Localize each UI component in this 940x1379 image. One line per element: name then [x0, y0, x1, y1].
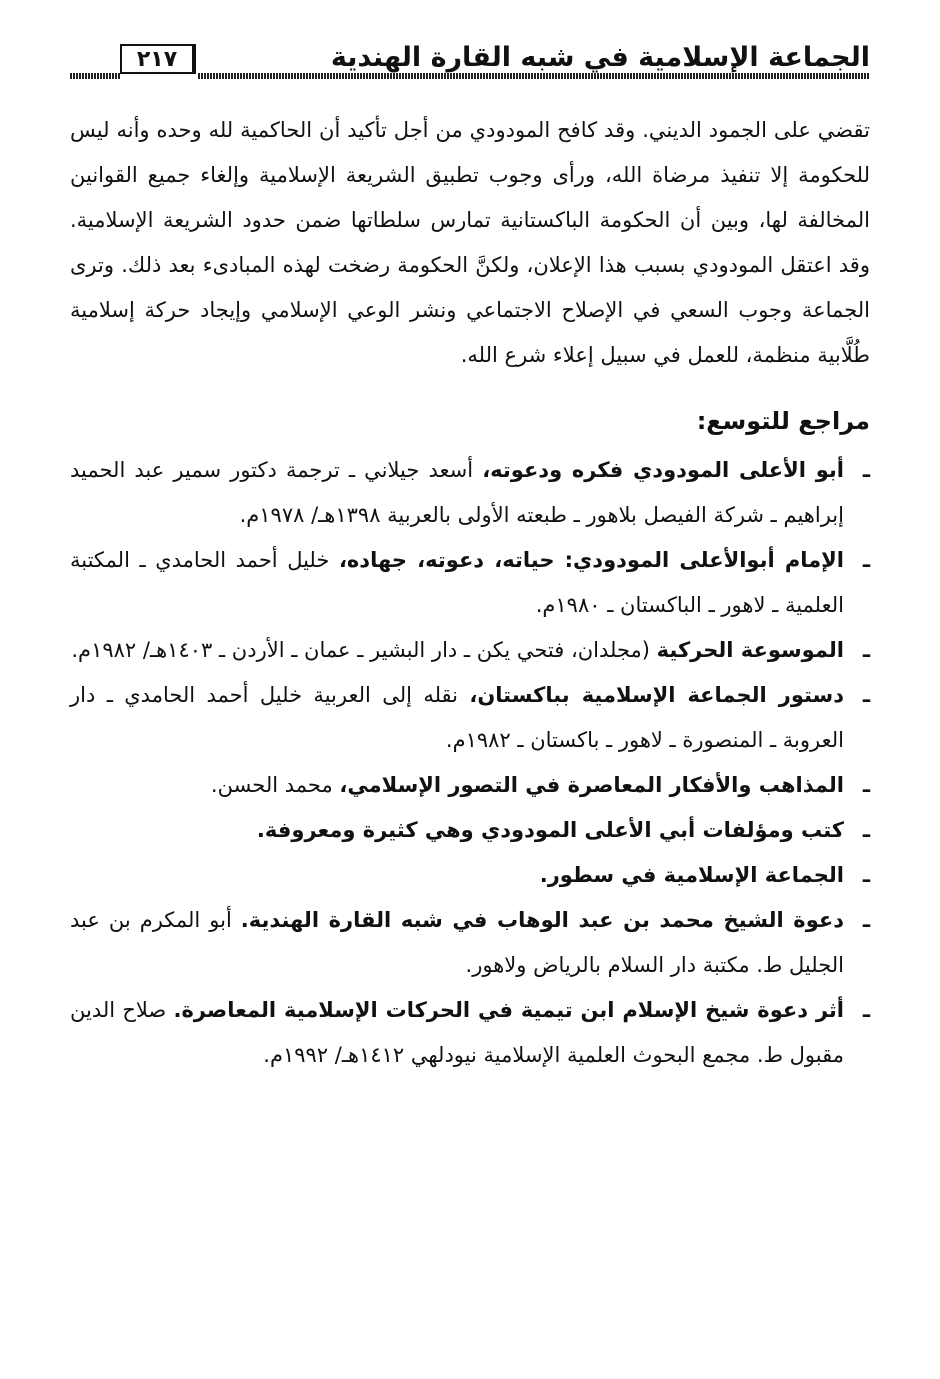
reference-bullet: ـ [862, 458, 870, 482]
reference-bullet: ـ [862, 548, 870, 572]
reference-item [70, 898, 870, 988]
reference-title: كتب ومؤلفات أبي الأعلى المودودي وهي كثيرة ومعروفة. [256, 818, 844, 842]
reference-details: (مجلدان، فتحي يكن ـ دار البشير ـ عمان ـ الأردن ـ ١٤٠٣هـ/ ١٩٨٢م. [71, 638, 657, 662]
reference-title: المذاهب والأفكار المعاصرة في التصور الإسلامي، [339, 773, 844, 797]
reference-title: أثر دعوة شيخ الإسلام ابن تيمية في الحركات الإسلامية المعاصرة. [173, 998, 844, 1022]
page-number: ٢١٧ [120, 44, 196, 74]
reference-title: الجماعة الإسلامية في سطور. [539, 863, 844, 887]
header-rule [198, 73, 870, 79]
header-rule-left [70, 73, 120, 79]
reference-bullet: ـ [862, 818, 870, 842]
reference-item [70, 988, 870, 1078]
reference-details: أبو المكرم بن عبد الجليل ط. مكتبة دار السلام بالرياض ولاهور. [70, 908, 844, 977]
reference-title: دعوة الشيخ محمد بن عبد الوهاب في شبه القارة الهندية. [240, 908, 844, 932]
page-content [70, 108, 870, 1078]
reference-details: نقله إلى العربية خليل أحمد الحامدي ـ دار العروبة ـ المنصورة ـ لاهور ـ باكستان ـ ١٩٨٢م. [70, 683, 844, 752]
references-list [70, 448, 870, 1078]
running-header [70, 40, 870, 80]
reference-bullet: ـ [862, 638, 870, 662]
reference-bullet: ـ [862, 683, 870, 707]
reference-bullet: ـ [862, 998, 870, 1022]
reference-item [70, 808, 870, 853]
body-paragraph: تقضي على الجمود الديني. وقد كافح المودودي من أجل تأكيد أن الحاكمية لله وحده وأنه ليس للحكومة إلا تنفيذ مرضاة الله، ورأى وجوب تطبيق الشريعة الإسلامية وإلغاء جميع القوانين المخالفة لها، وبين أن الحكومة الباكستانية تمارس سلطاتها ضمن حدود الشريعة الإسلامية. وقد اعتقل المودودي بسبب هذا الإعلان، ولكنَّ الحكومة رضخت لهذه المبادىء بعد ذلك. وترى الجماعة وجوب السعي في الإصلاح الاجتماعي ونشر الوعي الإسلامي وإيجاد حركة إسلامية طُلَّابية منظمة، للعمل في سبيل إعلاء شرع الله. [70, 118, 870, 367]
reference-details: أسعد جيلاني ـ ترجمة دكتور سمير عبد الحميد إبراهيم ـ شركة الفيصل بلاهور ـ طبعته الأولى بالعربية ١٣٩٨هـ/ ١٩٧٨م. [70, 458, 844, 527]
reference-title: الإمام أبوالأعلى المودودي: حياته، دعوته، جهاده، [338, 548, 844, 572]
reference-bullet: ـ [862, 863, 870, 887]
reference-item [70, 448, 870, 538]
reference-item [70, 628, 870, 673]
reference-details: صلاح الدين مقبول ط. مجمع البحوث العلمية الإسلامية نيودلهي ١٤١٢هـ/ ١٩٩٢م. [70, 998, 844, 1067]
references-heading: مراجع للتوسع: [696, 407, 870, 435]
reference-bullet: ـ [862, 773, 870, 797]
reference-title: أبو الأعلى المودودي فكره ودعوته، [482, 458, 844, 482]
reference-item [70, 763, 870, 808]
reference-title: دستور الجماعة الإسلامية بباكستان، [469, 683, 844, 707]
reference-title: الموسوعة الحركية [656, 638, 844, 662]
reference-item [70, 673, 870, 763]
reference-bullet: ـ [862, 908, 870, 932]
reference-details: محمد الحسن. [210, 773, 340, 797]
reference-item [70, 853, 870, 898]
running-header-title: الجماعة الإسلامية في شبه القارة الهندية [330, 42, 870, 73]
reference-item [70, 538, 870, 628]
reference-details: خليل أحمد الحامدي ـ المكتبة العلمية ـ لاهور ـ الباكستان ـ ١٩٨٠م. [70, 548, 844, 617]
